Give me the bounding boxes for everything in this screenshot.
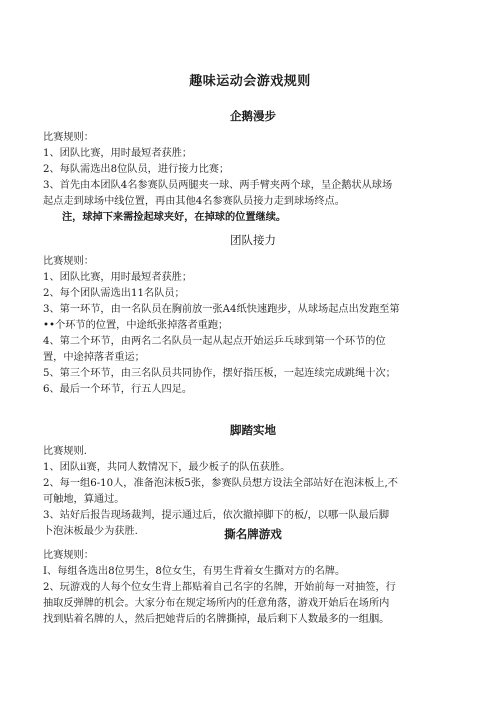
- rule-line: 1、团队ii赛，共同人数情况下，最少板子的队伍获胜。: [43, 462, 291, 473]
- section-heading: 脚踏实地: [230, 423, 276, 437]
- rule-note: 注，球掉下来需捡起球夹好，在掉球的位置继续。: [62, 212, 287, 223]
- rule-line: 3、第一环节，由一名队员在胸前放一张A4纸快速跑步，从球场起点出发跑至第: [43, 304, 400, 315]
- rule-line: 4、第二个环节，由两名二名队员一起从起点开始运乒乓球到第一个环节的位: [43, 336, 386, 347]
- document-title: 趣味运动会游戏规则: [189, 74, 311, 89]
- rule-line: 2、每一组6-10人，准备泡沫板5张，参赛队员想方设法全部站好在泡沫板上,不: [43, 478, 398, 489]
- rule-line: ••个环节的位置，中途纸张掉落者重跑；: [43, 320, 229, 331]
- rule-line: 比赛规则.: [43, 446, 87, 457]
- rule-line: 3、首先由本团队4名参赛队员两腿夹一球、两手臂夹两个球，呈企鹅状从球场: [43, 180, 393, 191]
- rule-line: 起点走到球场中线位置，再由其他4名参赛队员接力走到球场终点。: [43, 196, 345, 207]
- rule-line: I、每组各选出8位男生，8位女生，有男生背着女生撕对方的名牌。: [43, 566, 346, 577]
- rule-line: 6、最后一个环节，行五人四足。: [43, 384, 193, 395]
- rule-line: 卜泡沫板最少为获胜.: [43, 526, 138, 537]
- rule-line: 置，中途掉落者重运；: [43, 352, 145, 363]
- rule-line: 5、第三个环节，由三名队员共同协作，摆好指压板，一起连续完成跳绳十次；: [43, 368, 396, 379]
- rule-line: 可触地，算通过。: [43, 494, 125, 505]
- rule-line: 比赛规则：: [43, 132, 94, 143]
- rule-line: 比赛规则：: [43, 256, 94, 267]
- rule-line: 抽取反弹牌的机会。大家分布在规定场所内的任意角落，游戏开始后在场所内: [43, 598, 390, 609]
- rule-line: 2、每队需选出8位队员，进行接力比赛；: [43, 164, 230, 175]
- rule-line: 比赛规则：: [43, 550, 94, 561]
- section-heading: 企鹅漫步: [230, 109, 276, 123]
- rule-line: 1、团队比赛，用时最短者获胜；: [43, 148, 193, 159]
- rule-line: 3、站好后报告现场裁判，提示通过后，依次撤掉脚下的板/，以哪一队最后脚: [43, 510, 390, 521]
- section-penguin-walk: [43, 108, 463, 226]
- rule-line: 找到贴着名牌的人，然后把她背后的名牌撕掉，最后剩下人数最多的一组胭。: [43, 614, 390, 625]
- section-down-to-earth: [43, 422, 463, 540]
- section-team-relay: [43, 232, 463, 398]
- rule-line: 2、玩游戏的人每个位女生背上都贴着自己名字的名牌，开始前每一对抽签，行: [43, 582, 396, 593]
- section-heading: 团队接力: [230, 233, 276, 247]
- section-name-tag-game: [43, 526, 463, 628]
- rule-line: 1、团队比赛，用时最短者获胜；: [43, 272, 193, 283]
- rule-line: 2、每个团队需选出11名队员；: [43, 288, 185, 299]
- section-heading: 撕名牌游戏: [224, 527, 282, 541]
